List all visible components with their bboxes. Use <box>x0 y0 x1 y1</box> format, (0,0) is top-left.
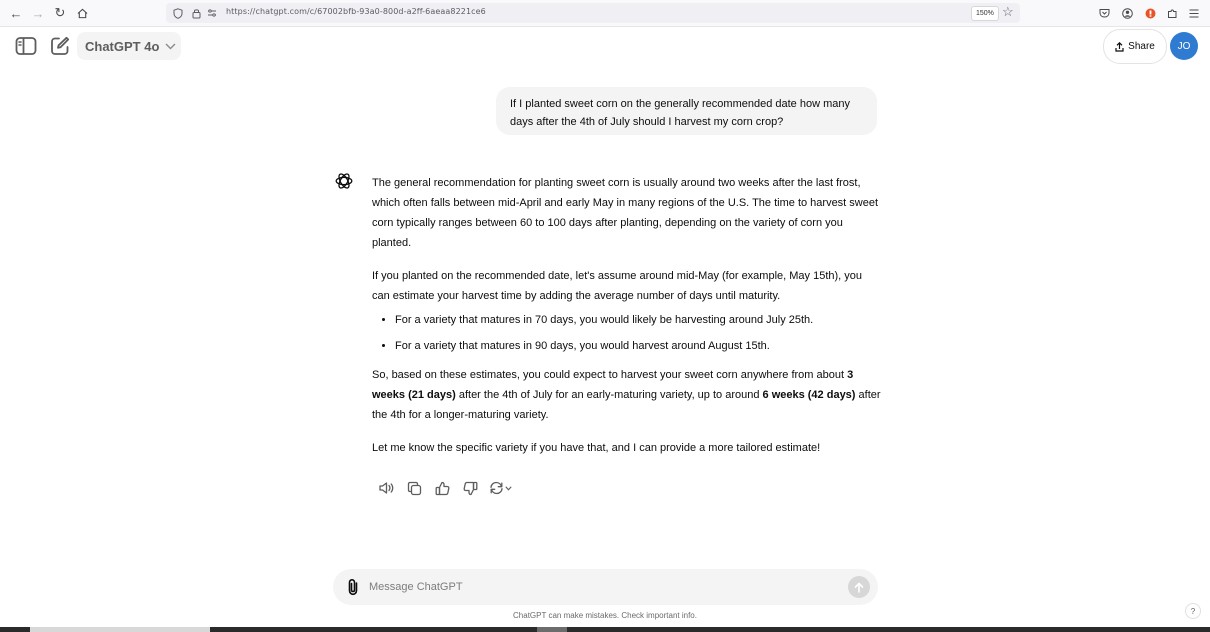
pocket-icon[interactable] <box>1096 5 1112 21</box>
thumbs-down-icon <box>463 481 478 496</box>
new-chat-button[interactable] <box>49 35 71 57</box>
thumbs-up-icon <box>435 481 450 496</box>
message-composer <box>333 569 878 605</box>
bookmark-star-icon[interactable]: ☆ <box>1002 4 1014 19</box>
account-icon[interactable] <box>1119 5 1135 21</box>
sidebar-icon <box>15 36 37 56</box>
address-bar[interactable] <box>166 3 1020 23</box>
share-button[interactable] <box>1103 29 1167 64</box>
os-taskbar <box>0 627 1210 632</box>
home-icon[interactable] <box>74 5 90 21</box>
disclaimer-text: ChatGPT can make mistakes. Check important info. <box>513 611 697 620</box>
lock-icon[interactable] <box>188 5 204 21</box>
message-actions <box>372 478 516 498</box>
answer-text: So, based on these estimates, you could expect to harvest your sweet corn anywhere from about <box>372 369 848 381</box>
answer-paragraph: Let me know the specific variety if you have that, and I can provide a more tailored estimate! <box>372 442 821 454</box>
arrow-up-icon <box>854 582 864 593</box>
bad-response-button[interactable] <box>456 478 484 498</box>
answer-bold-text: 3 weeks (21 days) <box>372 369 854 401</box>
read-aloud-button[interactable] <box>372 478 400 498</box>
paperclip-icon <box>347 578 359 596</box>
answer-paragraph: If you planted on the recommended date, let's assume around mid-May (for example, May 15th), you can estimate your harvest time by adding the average number of days until maturity. <box>372 270 863 302</box>
taskbar-item[interactable] <box>537 627 567 632</box>
model-label: ChatGPT 4o <box>85 38 160 54</box>
list-item: • For a variety that matures in 90 days, you would harvest around August 15th. <box>395 336 882 356</box>
answer-list <box>372 310 882 356</box>
attach-button[interactable] <box>343 577 363 597</box>
browser-toolbar <box>0 0 1210 27</box>
answer-bold-text: 6 weeks (42 days) <box>762 389 856 401</box>
help-button[interactable]: ? <box>1185 603 1201 619</box>
zoom-indicator[interactable]: 150% <box>971 6 999 21</box>
message-input[interactable] <box>369 577 829 597</box>
back-icon[interactable]: ← <box>9 5 23 21</box>
forward-icon[interactable]: → <box>31 5 45 21</box>
user-message: If I planted sweet corn on the generally recommended date how many days after the 4th of July should I harvest my corn crop? <box>496 87 877 135</box>
send-button[interactable] <box>848 576 870 598</box>
menu-icon[interactable] <box>1186 5 1202 21</box>
toggle-sidebar-button[interactable] <box>15 36 37 56</box>
extensions-puzzle-icon[interactable] <box>1164 5 1180 21</box>
answer-paragraph: The general recommendation for planting sweet corn is usually around two weeks after the last frost, which often falls between mid-April and early May in many regions of the U.S. The time to harvest sweet corn typically ranges between 60 to 100 days after planting, depending on the variety of corn you planted. <box>372 177 879 249</box>
copy-icon <box>407 481 422 496</box>
permissions-icon[interactable] <box>204 5 220 21</box>
speaker-icon <box>378 481 395 495</box>
share-label: Share <box>1128 41 1155 52</box>
share-icon <box>1115 42 1124 52</box>
assistant-message <box>372 173 882 458</box>
list-item: • For a variety that matures in 70 days, you would likely be harvesting around July 25th. <box>395 310 882 330</box>
answer-text: after the 4th of July for an early-maturing variety, up to around <box>455 389 763 401</box>
answer-paragraph <box>372 365 882 425</box>
chatgpt-logo-icon <box>333 170 355 192</box>
regenerate-button[interactable] <box>484 478 516 498</box>
url-text[interactable]: https://chatgpt.com/c/67002bfb-93a0-800d-a2ff-6aeaa8221ce6 <box>226 7 486 16</box>
copy-button[interactable] <box>400 478 428 498</box>
user-avatar[interactable]: JO <box>1170 32 1198 60</box>
reload-icon[interactable]: ↻ <box>54 5 66 20</box>
good-response-button[interactable] <box>428 478 456 498</box>
answer-text: after the 4th for a longer-maturing variety. <box>372 389 881 421</box>
chevron-down-icon <box>165 43 176 50</box>
extension-shield-icon[interactable] <box>1142 5 1158 21</box>
shield-icon[interactable] <box>170 5 186 21</box>
chevron-down-icon <box>505 486 512 491</box>
regenerate-icon <box>489 481 504 495</box>
taskbar-item[interactable] <box>30 627 210 632</box>
compose-icon <box>49 35 71 57</box>
model-selector[interactable] <box>77 32 181 60</box>
